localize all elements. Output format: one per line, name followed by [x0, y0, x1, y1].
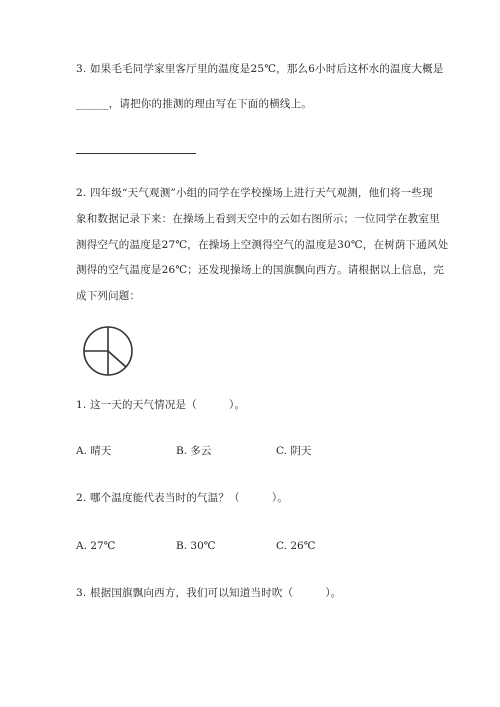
q3-line-2: ______，请把你的推测的理由写在下面的横线上。 — [76, 98, 312, 110]
cloud-cover-circle-icon — [82, 325, 134, 377]
q3-line-1: 3. 如果毛毛同学家里客厅里的温度是25℃，那么6小时后这杯水的温度大概是 — [76, 63, 444, 75]
sub2-option-c: C. 26℃ — [276, 540, 316, 552]
sub2-option-b: B. 30℃ — [176, 540, 216, 552]
q2-intro-line-1: 2. 四年级“天气观测”小组的同学在学校操场上进行天气观测，他们将一些现 — [76, 187, 433, 199]
q2-intro-line-3: 测得空气的温度是27℃，在操场上空测得空气的温度是30℃，在树荫下通风处 — [76, 239, 449, 251]
q2-intro-line-4: 测得的空气温度是26℃；还发现操场上的国旗飘向西方。请根据以上信息，完 — [76, 264, 445, 276]
sub1-option-a: A. 晴天 — [76, 445, 112, 457]
sub2-option-a: A. 27℃ — [76, 540, 116, 552]
q2-intro-line-5: 成下列问题： — [76, 290, 141, 302]
answer-rule — [76, 153, 196, 154]
sub1-question: 1. 这一天的天气情况是（ ）。 — [76, 399, 246, 411]
sub1-option-b: B. 多云 — [176, 445, 212, 457]
sub1-option-c: C. 阴天 — [276, 445, 312, 457]
cloud-diagonal-line — [108, 351, 126, 367]
sub2-question: 2. 哪个温度能代表当时的气温？（ ）。 — [76, 492, 289, 504]
sub3-question: 3. 根据国旗飘向西方，我们可以知道当时吹（ ）。 — [76, 587, 342, 599]
q2-intro-line-2: 象和数据记录下来：在操场上看到天空中的云如右图所示；一位同学在教室里 — [76, 213, 440, 225]
